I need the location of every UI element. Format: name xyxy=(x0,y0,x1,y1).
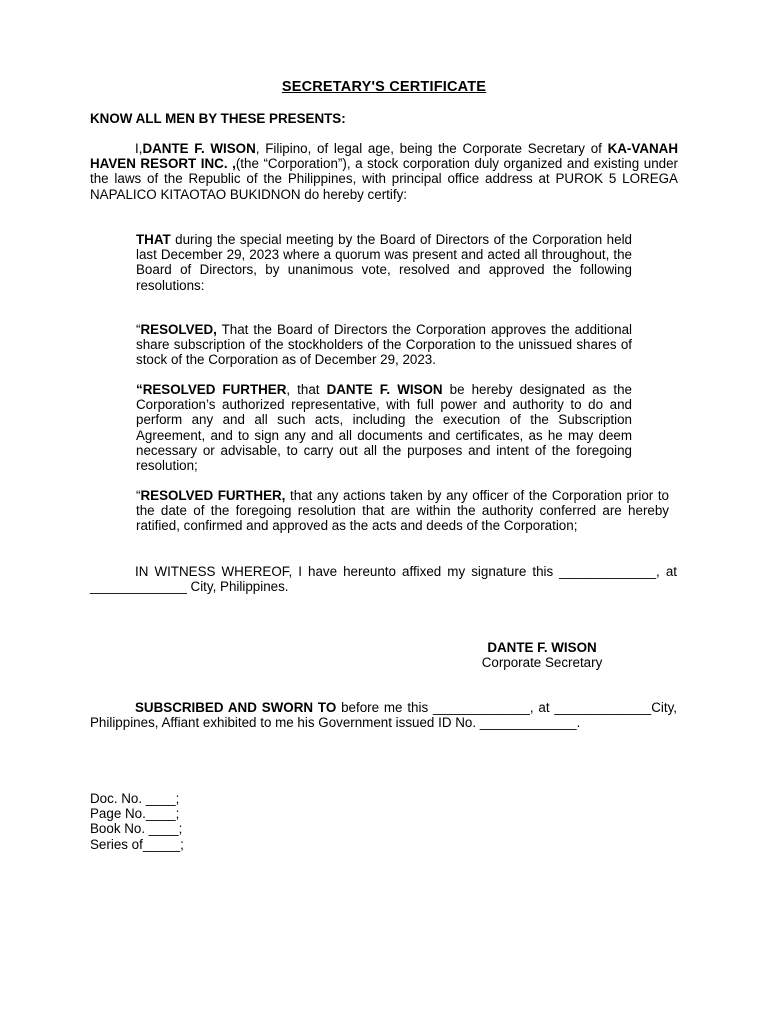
sworn-text: before me this _____________, at _____________City, Philippines, Affiant exhibited to me his Government issued ID No. _____________. xyxy=(90,700,677,731)
resolution-2-text-2: be hereby designated as the Corporation’s authorized representative, with full power and authority to do and perform any and all such acts, including the execution of the Subscription Agreement, and to sign any and all documents and certificates, as he may deem necessary or advisable, to carry out all the purposes and intent of the foregoing resolution; xyxy=(136,382,632,474)
signatory-title: Corporate Secretary xyxy=(481,655,603,670)
resolution-1-lead: RESOLVED, xyxy=(140,322,217,337)
resolution-3-quote: “ xyxy=(136,488,141,503)
series-line: Series of_____; xyxy=(90,836,184,852)
resolution-2-name: DANTE F. WISON xyxy=(326,382,443,397)
resolution-3 xyxy=(136,488,669,534)
resolution-3-lead: RESOLVED FURTHER, xyxy=(140,488,286,503)
resolution-2-lead: “RESOLVED FURTHER xyxy=(136,382,287,397)
resolution-1 xyxy=(136,322,632,368)
doc-no-line: Doc. No. ____; xyxy=(90,791,180,806)
company-name: KA-VANAH HAVEN RESORT INC. , xyxy=(90,141,679,172)
resolution-1-text: That the Board of Directors the Corporation approves the additional share subscription of the stockholders of the Corporation to the unissued shares of stock of the Corporation as of December 29, 2023. xyxy=(136,322,632,368)
resolution-3-text: that any actions taken by any officer of the Corporation prior to the date of the foregoing resolution that are within the authority conferred are hereby ratified, confirmed and approved as the acts and deeds of the Corporation; xyxy=(136,488,669,534)
resolution-1-quote: “ xyxy=(136,322,141,337)
intro-text-2: , Filipino, of legal age, being the Corporate Secretary of xyxy=(255,141,608,156)
that-paragraph xyxy=(136,232,632,293)
sworn-lead: SUBSCRIBED AND SWORN TO xyxy=(135,700,337,715)
resolution-2-text-1: , that xyxy=(286,382,327,397)
book-no-line: Book No. ____; xyxy=(90,821,183,837)
that-lead: THAT xyxy=(136,232,171,247)
witness-paragraph: IN WITNESS WHEREOF, I have hereunto affixed my signature this _____________, at _____________ City, Philippines. xyxy=(90,564,677,595)
intro-text-1: I, xyxy=(135,141,143,156)
salutation: KNOW ALL MEN BY THESE PRESENTS: xyxy=(90,111,346,126)
intro-paragraph xyxy=(90,141,678,202)
that-text: during the special meeting by the Board of Directors of the Corporation held last December 29, 2023 where a quorum was present and acted all throughout, the Board of Directors, by unanimous vote, resolved and approved the following resolutions: xyxy=(136,232,632,293)
document-title: SECRETARY'S CERTIFICATE xyxy=(281,79,487,95)
intro-text-3: (the “Corporation”), a stock corporation duly organized and existing under the laws of the Republic of the Philippines, with principal office address at PUROK 5 LOREGA NAPALICO KITAOTAO BUKIDNON do hereby certify: xyxy=(90,156,679,202)
sworn-paragraph xyxy=(90,700,677,730)
notarial-details xyxy=(90,791,184,852)
resolution-2 xyxy=(136,382,632,473)
page-no-line: Page No.____; xyxy=(90,806,180,822)
signatory-name: DANTE F. WISON xyxy=(487,640,597,655)
secretary-name: DANTE F. WISON xyxy=(142,141,256,156)
